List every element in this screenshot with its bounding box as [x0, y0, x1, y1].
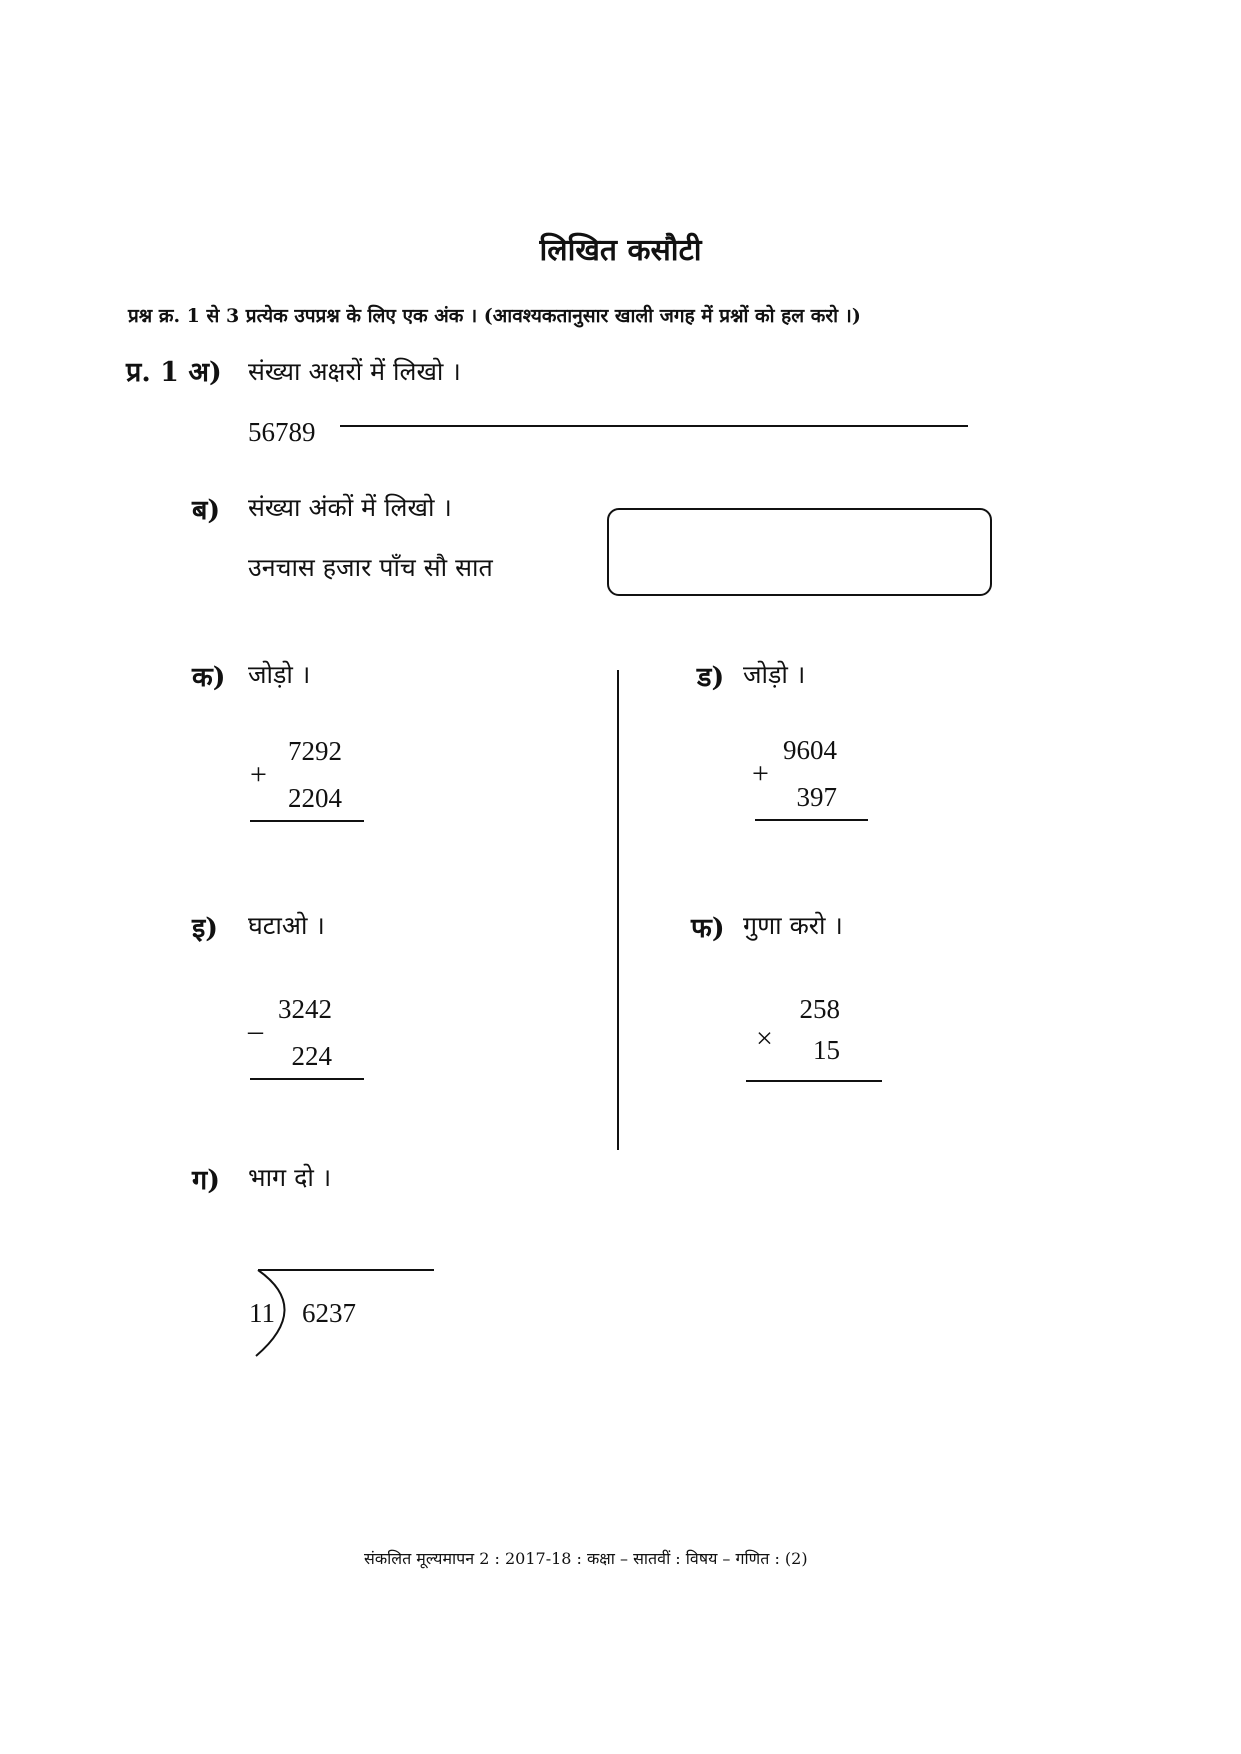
multiply-operator: × — [756, 1022, 773, 1055]
q1c-bottom-number: 2204 — [288, 783, 342, 813]
q1b-answer-box[interactable] — [607, 508, 992, 596]
q1e-top-number: 3242 — [278, 994, 332, 1024]
q1f-top-number: 258 — [799, 994, 840, 1024]
q1g-dividend: 6237 — [302, 1298, 356, 1328]
q1b-text: संख्या अंकों में लिखो । — [248, 493, 452, 522]
column-divider — [617, 670, 619, 1150]
q1d-answer-line[interactable] — [755, 819, 868, 821]
q1e-answer-line[interactable] — [250, 1078, 364, 1080]
page-footer: संकलित मूल्यमापन 2 : 2017-18 : कक्षा – सातवीं : विषय – गणित : (2) — [364, 1549, 808, 1568]
q1d-label: ड) — [697, 662, 725, 693]
q1e-label: इ) — [192, 913, 219, 944]
q1f-answer-line[interactable] — [746, 1080, 882, 1082]
instructions: प्रश्न क्र. 1 से 3 प्रत्येक उपप्रश्न के लिए एक अंक । (आवश्यकतानुसार खाली जगह में प्रश्नों को हल करो ।) — [128, 305, 861, 327]
q1c-top-number: 7292 — [288, 736, 342, 766]
q1c-label: क) — [192, 662, 226, 693]
page-title: लिखित कसौटी — [539, 233, 702, 268]
q1a-answer-line[interactable] — [340, 425, 968, 427]
q1g-text: भाग दो । — [248, 1163, 332, 1192]
q1e-bottom-number: 224 — [291, 1041, 332, 1071]
q1e-text: घटाओ । — [248, 911, 325, 940]
q1f-text: गुणा करो । — [743, 911, 843, 940]
q1b-label: ब) — [192, 495, 221, 526]
q1a-text: संख्या अक्षरों में लिखो । — [248, 357, 461, 386]
minus-operator: – — [248, 1014, 263, 1047]
q1g-label: ग) — [192, 1165, 220, 1196]
q1f-bottom-number: 15 — [813, 1035, 840, 1065]
q1d-text: जोड़ो । — [743, 660, 806, 689]
q1d-bottom-number: 397 — [796, 782, 837, 812]
q1b-words: उनचास हजार पाँच सौ सात — [248, 553, 493, 582]
q1a-number: 56789 — [248, 417, 316, 447]
plus-operator: + — [250, 758, 267, 791]
q1g-divisor: 11 — [249, 1298, 275, 1328]
q1c-answer-line[interactable] — [250, 820, 364, 822]
q1c-text: जोड़ो । — [248, 660, 311, 689]
plus-operator: + — [752, 757, 769, 790]
q1f-label: फ) — [691, 913, 725, 944]
q1-label: प्र. 1 अ) — [126, 357, 222, 388]
q1d-top-number: 9604 — [783, 735, 837, 765]
